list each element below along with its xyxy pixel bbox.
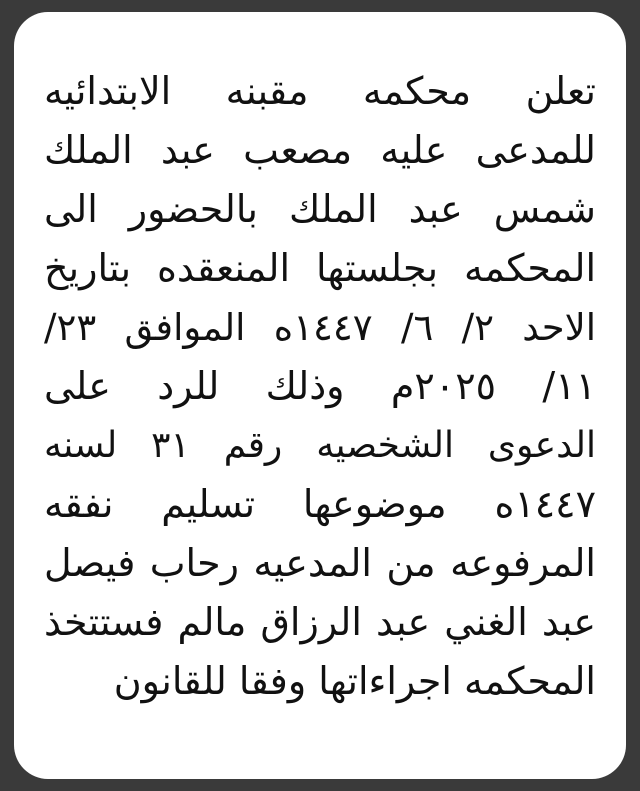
notice-line-1: تعلن محكمه مقبنه الابتدائيه: [44, 69, 596, 113]
notice-line-10: عبد الغني عبد الرزاق مالم فستتخذ: [44, 600, 596, 644]
notice-line-5: الاحد ٢/ ٦/ ١٤٤٧ه الموافق ٢٣/: [44, 306, 596, 349]
notice-line-2: للمدعى عليه مصعب عبد الملك: [44, 128, 596, 172]
notice-line-11: المحكمه اجراءاتها وفقا للقانون: [113, 659, 596, 703]
notice-line-9: المرفوعه من المدعيه رحاب فيصل: [44, 541, 596, 585]
court-notice-text: [44, 62, 596, 711]
notice-line-8: ١٤٤٧ه موضوعها تسليم نفقه: [44, 482, 596, 526]
notice-line-4: المحكمه بجلستها المنعقده بتاريخ: [44, 246, 596, 290]
notice-line-3: شمس عبد الملك بالحضور الى: [44, 187, 596, 231]
notice-card: [14, 12, 626, 779]
notice-line-7: الدعوى الشخصيه رقم ٣١ لسنه: [44, 425, 596, 466]
notice-line-6: ١١/ ٢٠٢٥م وذلك للرد على: [44, 364, 596, 408]
